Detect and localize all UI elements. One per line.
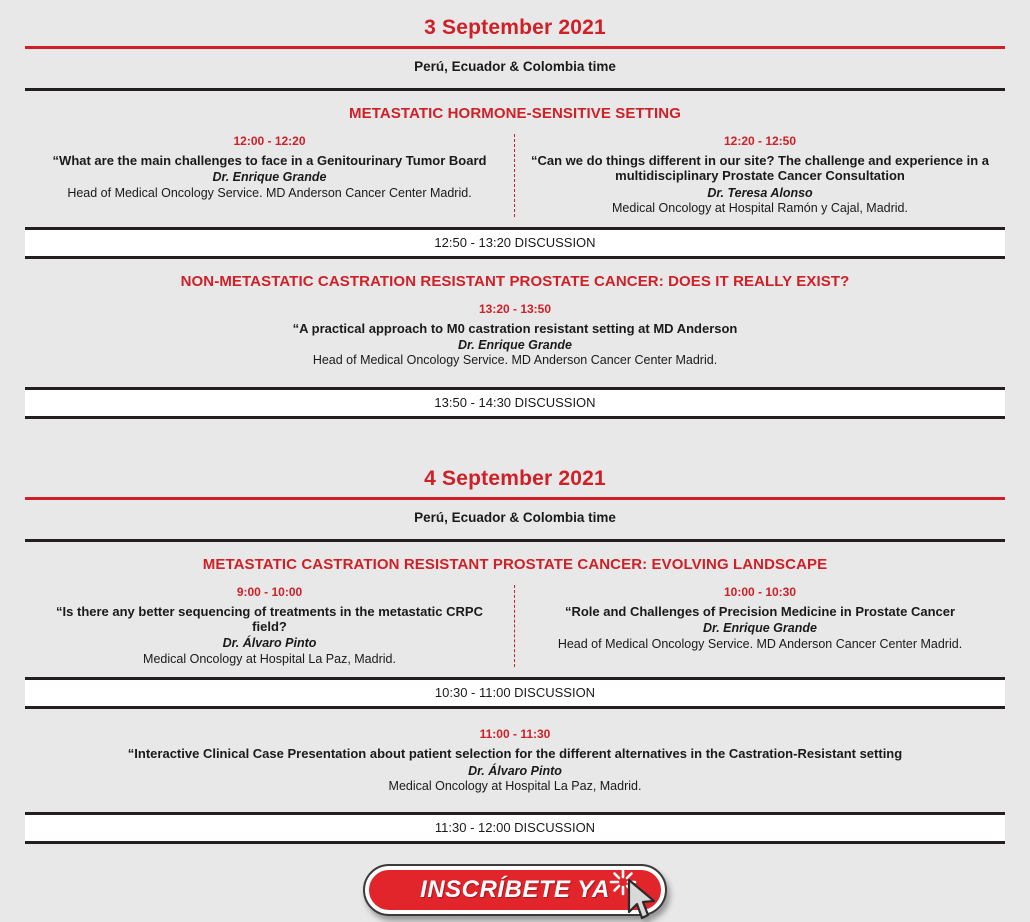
timezone-label: Perú, Ecuador & Colombia time <box>414 509 616 525</box>
register-cta-wrap <box>25 866 1005 914</box>
session-title: METASTATIC CASTRATION RESISTANT PROSTATE CANCER: EVOLVING LANDSCAPE <box>202 555 828 573</box>
day-title: 3 September 2021 <box>424 16 606 39</box>
session-time: 10:00 - 10:30 <box>723 584 797 599</box>
timezone-label: Perú, Ecuador & Colombia time <box>414 59 616 74</box>
session-item <box>25 585 515 668</box>
session-item <box>25 302 1005 377</box>
day-spacer <box>25 419 1005 463</box>
session-talk-title: “Is there any better sequencing of treatments in the metastatic CRPC field? <box>56 603 483 635</box>
discussion-bar: 10:30 - 11:00 DISCUSSION <box>25 677 1005 709</box>
register-button[interactable] <box>365 866 665 914</box>
session-section <box>25 542 1005 710</box>
session-item <box>515 134 1005 217</box>
session-title: METASTATIC HORMONE-SENSITIVE SETTING <box>349 105 681 122</box>
session-speaker: Dr. Enrique Grande <box>703 621 817 636</box>
session-speaker: Dr. Álvaro Pinto <box>222 636 317 651</box>
session-speaker: Dr. Enrique Grande <box>212 170 327 185</box>
schedule-content <box>25 0 1005 914</box>
day-title: 4 September 2021 <box>424 466 606 490</box>
session-affiliation: Head of Medical Oncology Service. MD Anderson Cancer Center Madrid. <box>557 636 963 651</box>
session-talk-title: “Role and Challenges of Precision Medicine in Prostate Cancer <box>564 603 956 619</box>
session-affiliation: Medical Oncology at Hospital La Paz, Madrid. <box>388 779 642 794</box>
session-time: 12:20 - 12:50 <box>723 134 797 148</box>
session-item <box>25 727 1005 802</box>
session-speaker: Dr. Enrique Grande <box>458 337 572 352</box>
mouse-cursor-icon <box>625 878 659 922</box>
day-divider-red <box>25 497 1005 500</box>
register-button-label: INSCRÍBETE YA <box>420 876 610 904</box>
session-affiliation: Medical Oncology at Hospital Ramón y Cajal, Madrid. <box>612 201 908 216</box>
session-talk-title: “Interactive Clinical Case Presentation about patient selection for the different alternatives in the Castration-Resistant setting <box>127 746 903 762</box>
session-columns <box>25 585 1005 668</box>
session-speaker: Dr. Álvaro Pinto <box>468 763 562 778</box>
day-divider-red <box>25 46 1005 49</box>
register-button-shadow <box>365 866 665 914</box>
session-item <box>515 585 1005 668</box>
session-spacer <box>25 709 1005 727</box>
session-title: NON-METASTATIC CASTRATION RESISTANT PROSTATE CANCER: DOES IT REALLY EXIST? <box>180 272 850 290</box>
day-block-2 <box>25 463 1005 845</box>
session-talk-title: “What are the main challenges to face in a Genitourinary Tumor Board <box>52 153 487 168</box>
session-affiliation: Medical Oncology at Hospital La Paz, Madrid. <box>143 652 396 667</box>
day-block-1 <box>25 12 1005 419</box>
session-section <box>25 709 1005 844</box>
session-columns <box>25 134 1005 217</box>
session-section <box>25 91 1005 259</box>
discussion-bar: 12:50 - 13:20 DISCUSSION <box>25 227 1005 259</box>
session-time: 12:00 - 12:20 <box>233 134 306 148</box>
discussion-bar: 13:50 - 14:30 DISCUSSION <box>25 387 1005 419</box>
session-speaker: Dr. Teresa Alonso <box>707 185 813 200</box>
session-talk-title: “A practical approach to M0 castration resistant setting at MD Anderson <box>292 320 738 336</box>
session-section <box>25 259 1005 419</box>
session-talk-title: “Can we do things different in our site? The challenge and experience in a multidisciplinary Prostate Cancer Consultation <box>531 153 989 184</box>
session-time: 13:20 - 13:50 <box>478 301 552 316</box>
session-time: 11:00 - 11:30 <box>479 727 551 742</box>
click-burst-icon <box>609 868 637 896</box>
session-item <box>25 134 515 217</box>
session-affiliation: Head of Medical Oncology Service. MD Anderson Cancer Center Madrid. <box>312 353 718 368</box>
session-affiliation: Head of Medical Oncology Service. MD Anderson Cancer Center Madrid. <box>67 185 472 200</box>
session-time: 9:00 - 10:00 <box>236 584 303 599</box>
discussion-bar: 11:30 - 12:00 DISCUSSION <box>25 812 1005 844</box>
